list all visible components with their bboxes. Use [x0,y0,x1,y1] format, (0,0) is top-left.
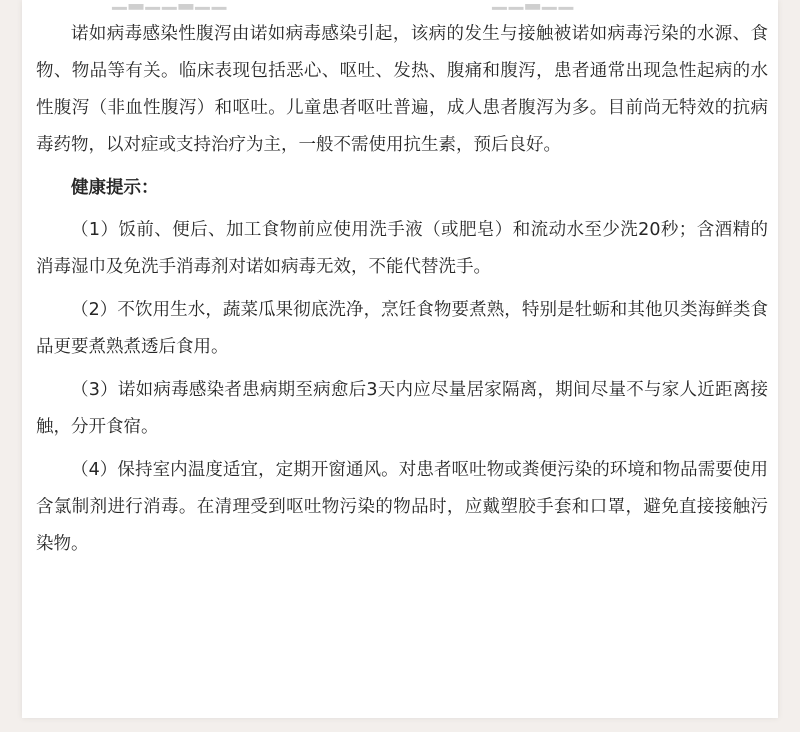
clipped-previous-text [112,0,228,10]
tip-item-1: （1）饭前、便后、加工食物前应使用洗手液（或肥皂）和流动水至少洗20秒；含酒精的消毒湿巾及免洗手消毒剂对诺如病毒无效，不能代替洗手。 [36,220,768,277]
tip-item-3: （3）诺如病毒感染者患病期至病愈后3天内应尽量居家隔离，期间尽量不与家人近距离接触，分开食宿。 [36,380,768,437]
tip-item-4: （4）保持室内温度适宜，定期开窗通风。对患者呕吐物或粪便污染的环境和物品需要使用含氯制剂进行消毒。在清理受到呕吐物污染的物品时，应戴塑胶手套和口罩，避免直接接触污染物。 [36,460,768,554]
clipped-previous-text [492,0,575,10]
health-tips-heading: 健康提示： [71,178,159,198]
article-body [36,16,768,569]
article-card [22,0,778,718]
intro-paragraph: 诺如病毒感染性腹泻由诺如病毒感染引起，该病的发生与接触被诺如病毒污染的水源、食物、物品等有关。临床表现包括恶心、呕吐、发热、腹痛和腹泻，患者通常出现急性起病的水性腹泻（非血性腹泻）和呕吐。儿童患者呕吐普遍，成人患者腹泻为多。目前尚无特效的抗病毒药物，以对症或支持治疗为主，一般不需使用抗生素，预后良好。 [36,24,768,155]
tip-item-2: （2）不饮用生水，蔬菜瓜果彻底洗净，烹饪食物要煮熟，特别是牡蛎和其他贝类海鲜类食品更要煮熟煮透后食用。 [36,300,768,357]
